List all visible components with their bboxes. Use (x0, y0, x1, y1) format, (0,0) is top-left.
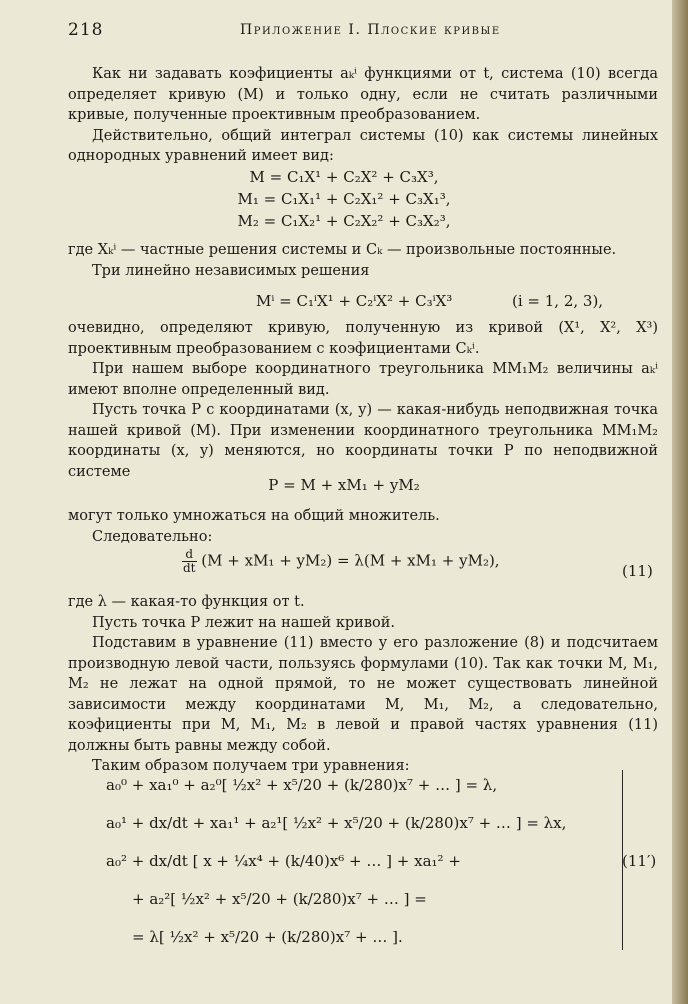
paragraph-text: Как ни задавать коэфициенты aₖⁱ функциями от t, система (10) всегда определяет кривую (М) и только одну, если не считать различными кривые, полученные проективным преобразованием. (68, 66, 658, 123)
equation-p: P = M + xM₁ + yM₂ (268, 476, 420, 494)
paragraph-text: Подставим в уравнение (11) вместо y его разложение (8) и подсчитаем производную левой части, пользуясь формулами (10). Так как точки M, M₁, M₂ не лежат на одной прямой, то не может существовать линейной зависимости между координатами M, M₁, M₂, а следовательно, коэфициенты при M, M₁, M₂ в левой и правой частях уравнения (11) должны быть равны между собой. (68, 635, 658, 754)
equation-mi: Mⁱ = C₁ⁱX¹ + C₂ⁱX² + C₃ⁱX³ (256, 292, 453, 310)
equation-11-prime-number: (11′) (622, 852, 657, 870)
equation-11 (182, 548, 500, 575)
paragraph-text: При нашем выборе координатного треугольника MM₁M₂ величины aₖⁱ имеют вполне определенный вид. (68, 361, 658, 398)
equation-system-a-line: a₀¹ + dx/dt + xa₁¹ + a₂¹[ ½x² + x⁵/20 + (k/280)x⁷ + … ] = λx, (106, 814, 567, 832)
page-gutter-shadow (672, 0, 688, 1004)
equation-system-line: M = C₁X¹ + C₂X² + C₃X³, (249, 168, 439, 186)
paragraph-text: Следовательно: (92, 528, 213, 545)
paragraph-text: Пусть точка P с координатами (x, y) — какая-нибудь неподвижная точка нашей кривой (М). При изменении координатного треугольника MM₁M₂ координаты (x, y) меняются, но координаты точки P по неподвижной системе (68, 402, 658, 480)
paragraph-text: Пусть точка P лежит на нашей кривой. (92, 614, 396, 631)
equation-system-line: M₂ = C₁X₂¹ + C₂X₂² + C₃X₂³, (237, 212, 451, 230)
paragraph-2 (68, 240, 658, 281)
paragraph-text: где Xₖⁱ — частные решения системы и Cₖ — произвольные постоянные. (68, 242, 617, 258)
equation-11-body: (M + xM₁ + yM₂) = λ(M + xM₁ + yM₂), (201, 551, 500, 570)
paragraph-4 (68, 506, 658, 547)
equation-system-a-line: + a₂²[ ½x² + x⁵/20 + (k/280)x⁷ + … ] = (132, 890, 427, 908)
paragraph-5 (68, 592, 658, 777)
equation-11-number: (11) (622, 562, 653, 580)
equation-system-a-line: = λ[ ½x² + x⁵/20 + (k/280)x⁷ + … ]. (132, 928, 403, 946)
running-title: Приложение I. Плоские кривые (240, 22, 501, 38)
equation-system-a-line: a₀⁰ + xa₁⁰ + a₂⁰[ ½x² + x⁵/20 + (k/280)x⁷ + … ] = λ, (106, 776, 498, 794)
paragraph-1 (68, 64, 658, 167)
paragraph-3 (68, 318, 658, 482)
derivative-fraction: $\frac{d}{dt}$ (183, 547, 196, 575)
paragraph-text: Три линейно независимых решения (92, 262, 370, 279)
paragraph-text: где λ — какая-то функция от t. (68, 594, 305, 610)
paragraph-text: Таким образом получаем три уравнения: (92, 758, 410, 774)
equation-system-line: M₁ = C₁X₁¹ + C₂X₁² + C₃X₁³, (237, 190, 451, 208)
paragraph-text: очевидно, определяют кривую, полученную из кривой (X¹, X², X³) проективным преобразованием с коэфициентами Cₖⁱ. (68, 320, 658, 357)
paragraph-text: Действительно, общий интеграл системы (10) как системы линейных однородных уравнений имеет вид: (68, 127, 658, 164)
equation-system-a-line: a₀² + dx/dt [ x + ¼x⁴ + (k/40)x⁶ + … ] + xa₁² + (106, 852, 461, 870)
page-number: 218 (68, 20, 104, 40)
equation-mi-range: (i = 1, 2, 3), (512, 292, 604, 310)
paragraph-text: могут только умножаться на общий множитель. (68, 508, 440, 524)
